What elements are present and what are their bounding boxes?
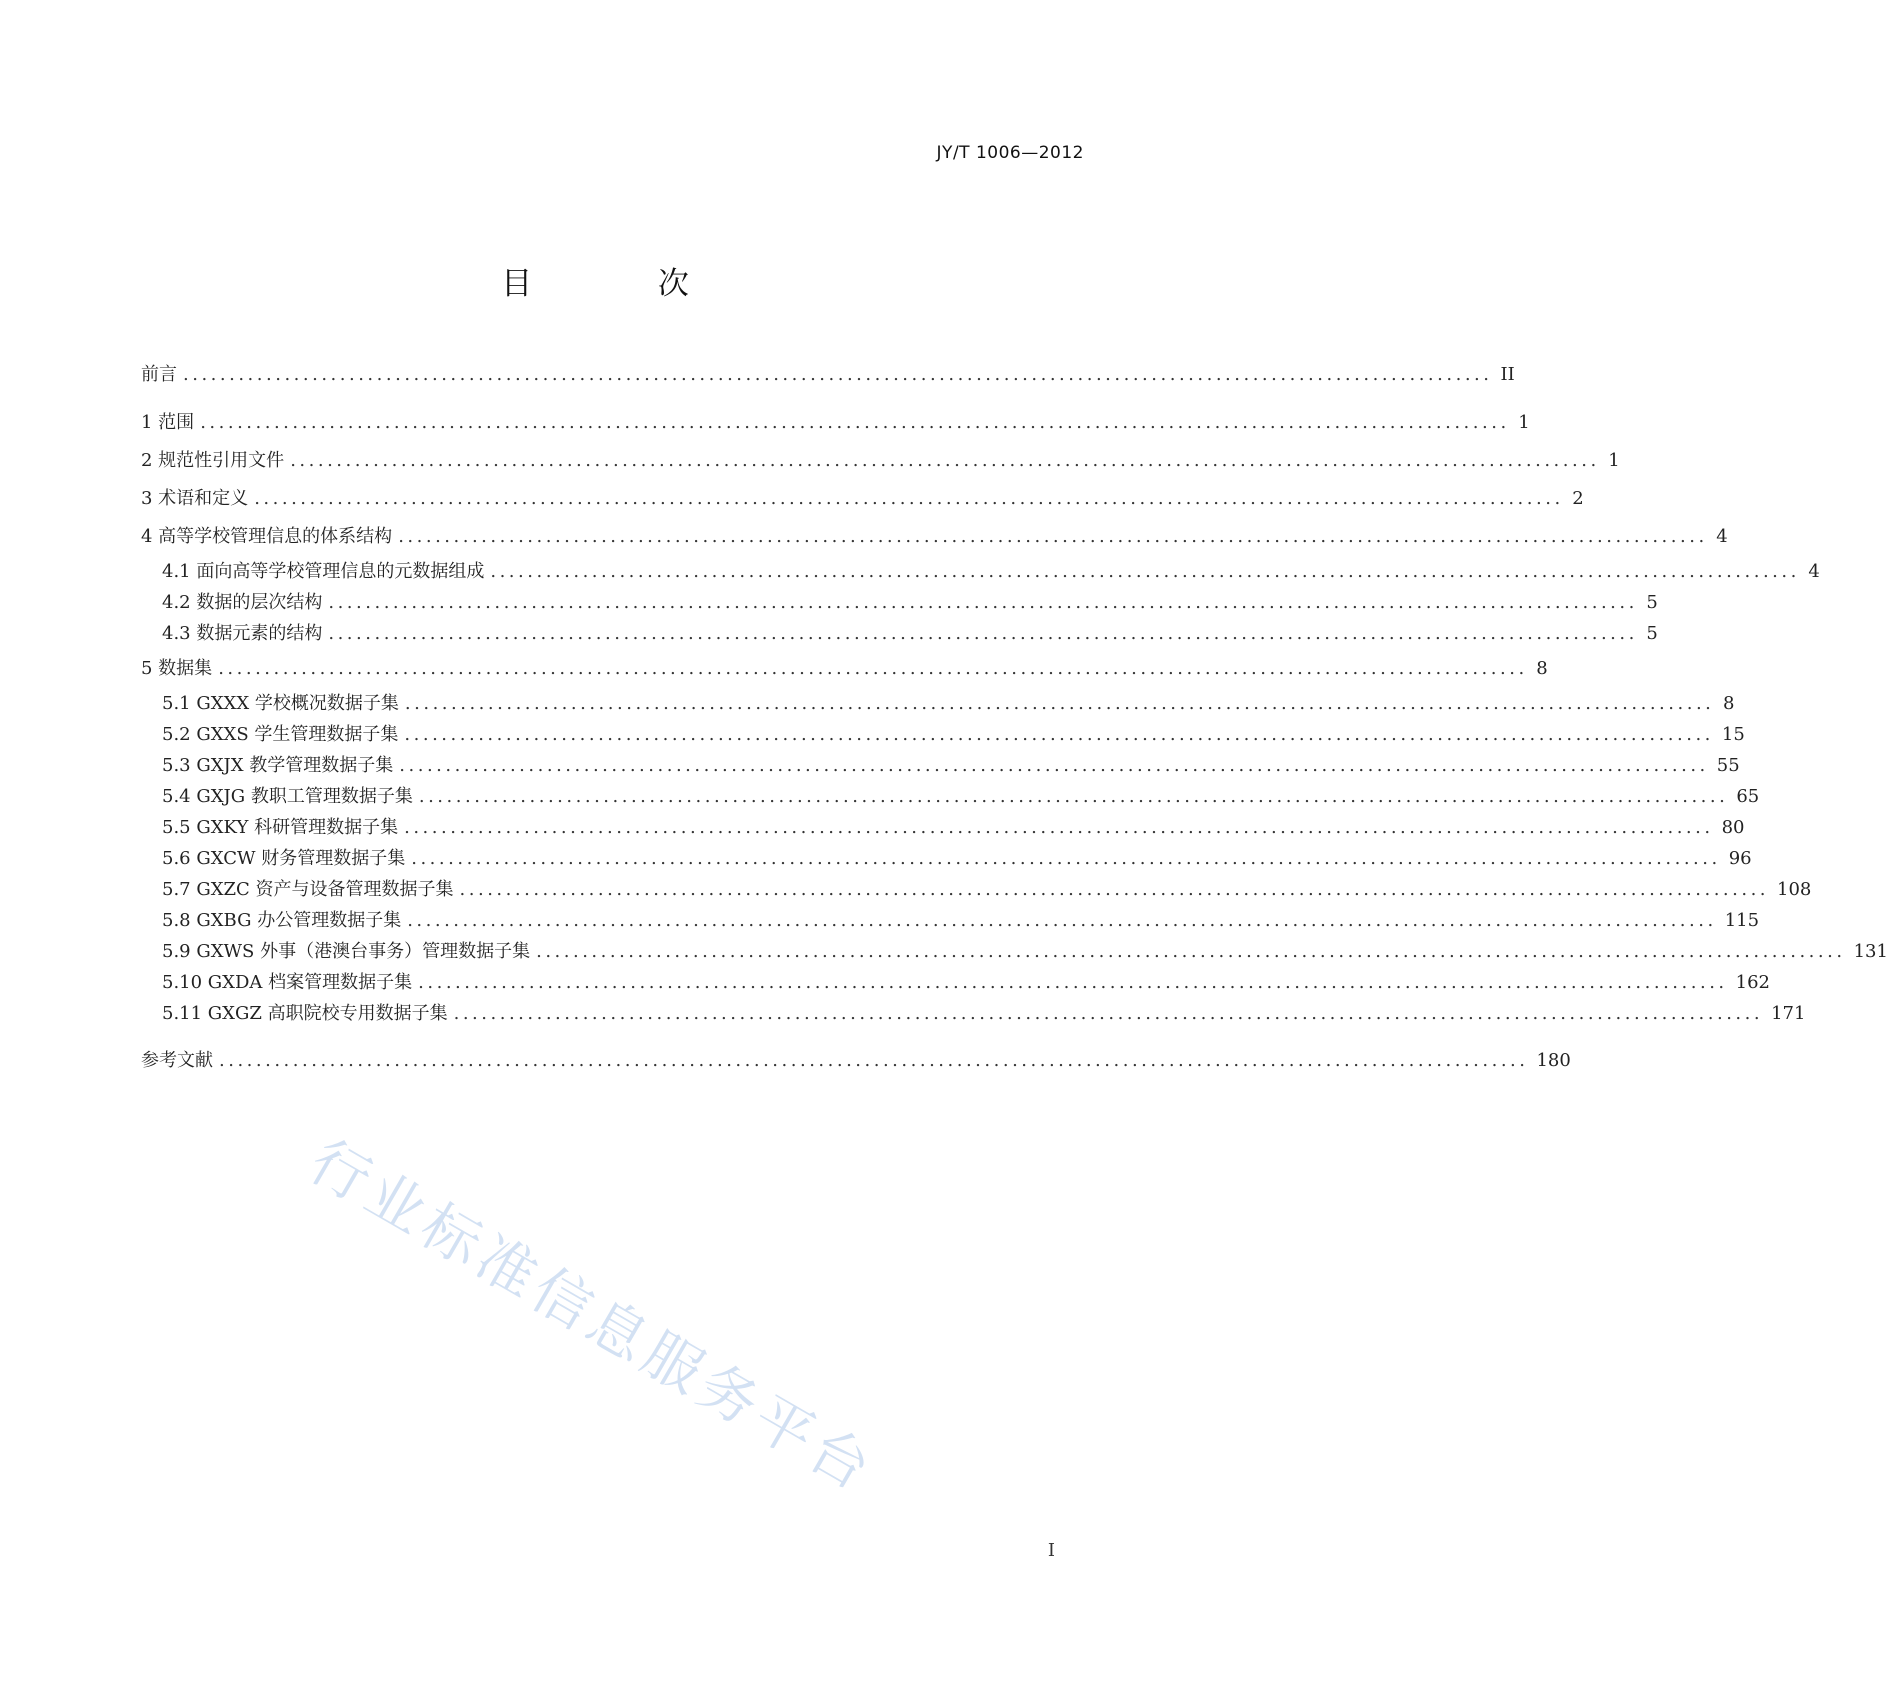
toc-leader: .............................................................................................................................................. — [398, 526, 1708, 547]
toc-label: 4 高等学校管理信息的体系结构 — [141, 526, 393, 547]
toc-leader: .............................................................................................................................................. — [404, 693, 1715, 714]
toc-label: 4.3 数据元素的结构 — [162, 623, 323, 644]
toc-label: 3 术语和定义 — [141, 488, 249, 509]
toc-page: 180 — [1536, 1050, 1571, 1071]
toc-leader: .............................................................................................................................................. — [290, 450, 1600, 471]
toc-leader: .............................................................................................................................................. — [328, 592, 1638, 613]
toc-label: 4.1 面向高等学校管理信息的元数据组成 — [162, 561, 485, 582]
toc-page: 5 — [1646, 623, 1658, 644]
toc-leader: .............................................................................................................................................. — [418, 972, 1728, 993]
toc-page: 8 — [1722, 693, 1735, 714]
toc-leader: .............................................................................................................................................. — [200, 412, 1510, 433]
toc-label: 5.7 GXZC 资产与设备管理数据子集 — [162, 879, 454, 900]
toc-page: 162 — [1735, 972, 1770, 993]
toc-page: 5 — [1646, 592, 1658, 613]
toc-label: 5.4 GXJG 教职工管理数据子集 — [162, 786, 413, 807]
toc-page: 15 — [1721, 724, 1745, 745]
toc-leader: .............................................................................................................................................. — [254, 488, 1564, 509]
toc-entry-4-2[interactable] — [162, 590, 1658, 616]
watermark: 行业标准信息服务平台 — [298, 1126, 887, 1506]
toc-entry-5-5[interactable] — [162, 815, 1745, 841]
toc-page: 4 — [1716, 526, 1728, 547]
toc-leader: .............................................................................................................................................. — [490, 561, 1800, 582]
toc-entry-5-7[interactable] — [162, 877, 1812, 903]
toc-leader: .............................................................................................................................................. — [219, 1050, 1529, 1071]
toc-entry-4-3[interactable] — [162, 621, 1658, 647]
toc-label: 4.2 数据的层次结构 — [162, 592, 323, 613]
toc-label: 5.3 GXJX 教学管理数据子集 — [162, 755, 394, 776]
toc-leader: .............................................................................................................................................. — [411, 848, 1721, 869]
toc-label: 5.1 GXXX 学校概况数据子集 — [162, 693, 399, 714]
toc-leader: .............................................................................................................................................. — [407, 910, 1717, 931]
toc-entry-5-3[interactable] — [162, 753, 1740, 779]
toc-page: 4 — [1808, 561, 1820, 582]
toc-entry-5-1[interactable] — [162, 691, 1735, 717]
toc-page: 80 — [1721, 817, 1745, 838]
toc-label: 2 规范性引用文件 — [141, 450, 285, 471]
toc-label: 5.2 GXXS 学生管理数据子集 — [162, 724, 399, 745]
toc-leader: .............................................................................................................................................. — [404, 724, 1714, 745]
toc-page: 55 — [1716, 755, 1740, 776]
toc-page: 65 — [1736, 786, 1760, 807]
toc-label: 前言 — [141, 364, 177, 385]
toc-entry-foreword[interactable] — [141, 362, 1515, 388]
toc-label: 5.9 GXWS 外事（港澳台事务）管理数据子集 — [162, 941, 531, 962]
toc-label: 1 范围 — [141, 412, 195, 433]
toc-leader: .............................................................................................................................................. — [218, 658, 1528, 679]
toc-leader: .............................................................................................................................................. — [404, 817, 1714, 838]
toc-entry-5-8[interactable] — [162, 908, 1760, 934]
toc-entry-2[interactable] — [141, 448, 1620, 474]
toc-page: 8 — [1536, 658, 1548, 679]
toc-entry-5-4[interactable] — [162, 784, 1760, 810]
toc-entry-5-6[interactable] — [162, 846, 1752, 872]
toc-leader: .............................................................................................................................................. — [418, 786, 1729, 807]
toc-label: 参考文献 — [141, 1050, 213, 1071]
toc-page: 1 — [1608, 450, 1620, 471]
toc-entry-4[interactable] — [141, 524, 1728, 550]
toc-entry-references[interactable] — [141, 1048, 1571, 1074]
toc-leader: .............................................................................................................................................. — [183, 364, 1493, 385]
toc-label: 5.6 GXCW 财务管理数据子集 — [162, 848, 406, 869]
toc-entry-5-11[interactable] — [162, 1001, 1806, 1027]
toc-leader: .............................................................................................................................................. — [459, 879, 1770, 900]
toc-entry-1[interactable] — [141, 410, 1530, 436]
toc-entry-5-10[interactable] — [162, 970, 1770, 996]
toc-entry-5-9[interactable] — [162, 939, 1888, 965]
toc-page: 108 — [1777, 879, 1812, 900]
toc-leader: .............................................................................................................................................. — [399, 755, 1709, 776]
toc-label: 5.5 GXKY 科研管理数据子集 — [162, 817, 399, 838]
toc-page: 96 — [1728, 848, 1752, 869]
toc-page: 2 — [1572, 488, 1584, 509]
toc-label: 5.8 GXBG 办公管理数据子集 — [162, 910, 402, 931]
page-title: 目 次 — [501, 266, 747, 302]
toc-entry-5-2[interactable] — [162, 722, 1745, 748]
toc-leader: .............................................................................................................................................. — [453, 1003, 1764, 1024]
toc-page: 1 — [1518, 412, 1530, 433]
toc-label: 5.11 GXGZ 高职院校专用数据子集 — [162, 1003, 448, 1024]
toc-leader: .............................................................................................................................................. — [536, 941, 1846, 962]
toc-page: 131 — [1853, 941, 1888, 962]
toc-page: II — [1500, 364, 1515, 385]
toc-entry-5[interactable] — [141, 656, 1548, 682]
toc-entry-4-1[interactable] — [162, 559, 1820, 585]
standard-code: JY/T 1006—2012 — [936, 143, 1084, 163]
toc-leader: .............................................................................................................................................. — [328, 623, 1638, 644]
toc-label: 5 数据集 — [141, 658, 213, 679]
page-number: I — [1047, 1540, 1055, 1561]
toc-entry-3[interactable] — [141, 486, 1584, 512]
toc-page: 171 — [1771, 1003, 1806, 1024]
toc-page: 115 — [1724, 910, 1760, 931]
toc-label: 5.10 GXDA 档案管理数据子集 — [162, 972, 413, 993]
